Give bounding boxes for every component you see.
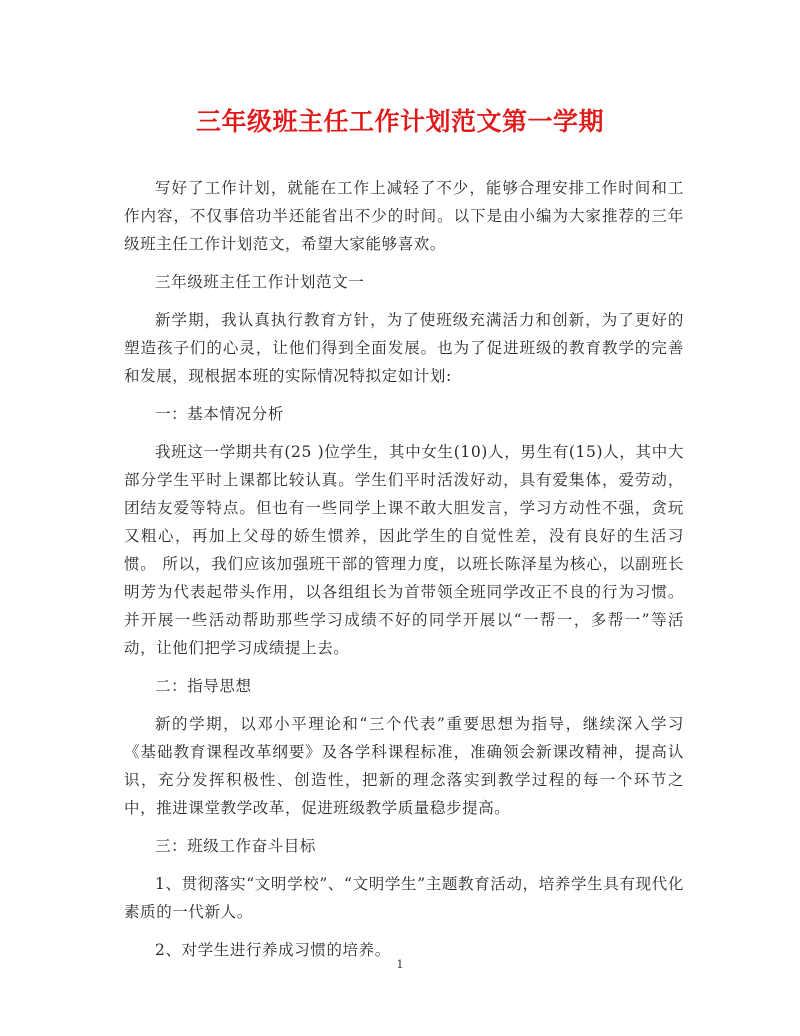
page-number: 1 xyxy=(396,958,404,971)
section-title-sample-one: 三年级班主任工作计划范文一 xyxy=(155,273,365,291)
paragraph-guiding-thought: 新的学期，以邓小平理论和“三个代表”重要思想为指导，继续深入学习《基础教育课程改革纲要》及各学科课程标准，准确领会新课改精神，提高认识，充分发挥积极性、创造性，把新的理念落实到教学过程的每一个环节之中，推进课堂教学改革，促进班级教学质量稳步提高。 xyxy=(124,715,684,817)
heading-guiding-thought: 二：指导思想 xyxy=(155,677,252,695)
paragraph-goal-1: 1、贯彻落实“文明学校”、“文明学生”主题教育活动，培养学生具有现代化素质的一代新人。 xyxy=(124,875,684,921)
heading-work-goals: 三：班级工作奋斗目标 xyxy=(155,837,317,855)
paragraph-new-semester: 新学期，我认真执行教育方针，为了使班级充满活力和创新，为了更好的塑造孩子们的心灵，让他们得到全面发展。也为了促进班级的教育教学的完善和发展，现根据本班的实际情况特拟定如计划: xyxy=(124,311,684,385)
document-body xyxy=(124,174,684,964)
intro-paragraph: 写好了工作计划，就能在工作上减轻了不少，能够合理安排工作时间和工作内容，不仅事倍功半还能省出不少的时间。以下是由小编为大家推荐的三年级班主任工作计划范文，希望大家能够喜欢。 xyxy=(124,179,684,253)
paragraph-class-analysis: 我班这一学期共有(25 )位学生，其中女生(10)人，男生有(15)人，其中大部分学生平时上课都比较认真。学生们平时活泼好动，具有爱集体，爱劳动，团结友爱等特点。但也有一些同学上课不敢大胆发言，学习方动性不强，贪玩又粗心，再加上父母的娇生惯养，因此学生的自觉性差，没有良好的生活习惯。 所以，我们应该加强班干部的管理力度，以班长陈泽星为核心，以副班长明芳为代表起带头作用，以各组组长为首带领全班同学改正不良的行为习惯。并开展一些活动帮助那些学习成绩不好的同学开展以“一帮一，多帮一”等活动，让他们把学习成绩提上去。 xyxy=(124,443,684,657)
document-title: 三年级班主任工作计划范文第一学期 xyxy=(195,107,604,136)
paragraph-goal-2: 2、对学生进行养成习惯的培养。 xyxy=(155,941,391,959)
heading-basic-situation: 一：基本情况分析 xyxy=(155,405,284,423)
